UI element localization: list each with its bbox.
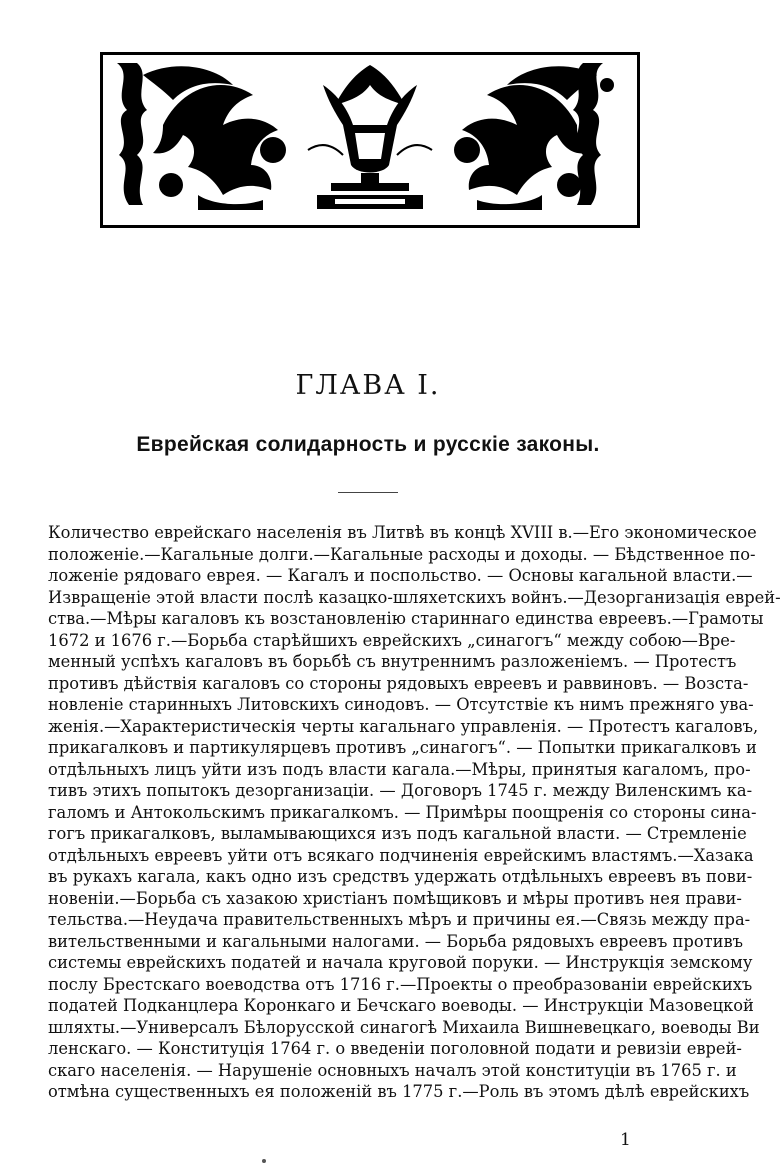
page-number: 1: [620, 1130, 631, 1150]
summary-line: тивъ этихъ попытокъ дезорганизаціи. — Договоръ 1745 г. между Виленскимъ ка-: [48, 781, 753, 800]
summary-line: Количество еврейскаго населенія въ Литвѣ въ концѣ XVIII в.—Его экономическое: [48, 523, 757, 542]
summary-line: отдѣльныхъ лицъ уйти изъ подъ власти кагала.—Мѣры, принятыя кагаломъ, про-: [48, 759, 751, 779]
chapter-title: ГЛАВА I.: [295, 370, 441, 401]
summary-line: 1672 и 1676 г.—Борьба старѣйшихъ еврейскихъ „синагогъ“ между собою—Вре-: [48, 630, 736, 650]
summary-line: Извращеніе этой власти послѣ казацко-шляхетскихъ войнъ.—Дезорганизація еврей-: [48, 587, 781, 607]
summary-line: галомъ и Антокольскимъ прикагалкомъ. — Примѣры поощренія со стороны сина-: [48, 802, 757, 822]
summary-line: положеніе.—Кагальные долги.—Кагальные расходы и доходы. — Бѣдственное по-: [48, 544, 756, 564]
summary-line: менный успѣхъ кагаловъ въ борьбѣ съ внутреннимъ разложеніемъ. — Протестъ: [48, 652, 737, 671]
chapter-summary: [48, 522, 781, 1103]
summary-line: ложеніе рядоваго еврея. — Кагалъ и поспольство. — Основы кагальной власти.—: [48, 566, 753, 585]
summary-line: новленіе старинныхъ Литовскихъ синодовъ. — Отсутствіе къ нимъ прежняго ува-: [48, 695, 754, 714]
summary-line: прикагалковъ и партикулярцевъ противъ „синагогъ“. — Попытки прикагалковъ и: [48, 738, 757, 757]
summary-line: противъ дѣйствія кагаловъ со стороны рядовыхъ евреевъ и раввиновъ. — Возста-: [48, 673, 749, 693]
title-divider: [338, 492, 398, 493]
summary-line: гогъ прикагалковъ, выламывающихся изъ подъ кагальной власти. — Стремленіе: [48, 824, 747, 843]
summary-line: вительственными и кагальными налогами. — Борьба рядовыхъ евреевъ противъ: [48, 931, 744, 951]
summary-line: въ рукахъ кагала, какъ одно изъ средствъ удержать отдѣльныхъ евреевъ въ пови-: [48, 867, 753, 886]
print-speck: [262, 1159, 266, 1163]
summary-line: женія.—Характеристическія черты кагальнаго управленія. — Протестъ кагаловъ,: [48, 716, 759, 736]
summary-line: системы еврейскихъ податей и начала круговой поруки. — Инструкція земскому: [48, 953, 753, 972]
summary-line: отмѣна существенныхъ ея положеній въ 1775 г.—Роль въ этомъ дѣлѣ еврейскихъ: [48, 1082, 750, 1101]
summary-line: тельства.—Неудача правительственныхъ мѣръ и причины ея.—Связь между пра-: [48, 910, 751, 929]
summary-line: новеніи.—Борьба съ хазакою христіанъ помѣщиковъ и мѣры противъ нея прави-: [48, 888, 742, 908]
summary-line: ства.—Мѣры кагаловъ къ возстановленію стариннаго единства евреевъ.—Грамоты: [48, 609, 764, 628]
summary-line: отдѣльныхъ евреевъ уйти отъ всякаго подчиненія еврейскимъ властямъ.—Хазака: [48, 845, 754, 865]
griffin-urn-ornament-icon: [103, 55, 637, 225]
summary-line: скаго населенія. — Нарушеніе основныхъ началъ этой конституціи въ 1765 г. и: [48, 1060, 737, 1080]
summary-line: податей Подканцлера Коронкаго и Бечскаго воеводы. — Инструкціи Мазовецкой: [48, 996, 754, 1015]
summary-line: шляхты.—Универсалъ Бѣлорусской синагогѣ Михаила Вишневецкаго, воеводы Ви: [48, 1017, 760, 1037]
summary-line: ленскаго. — Конституція 1764 г. о введеніи поголовной подати и ревизіи еврей-: [48, 1039, 742, 1058]
ornamental-headpiece: [100, 52, 640, 228]
summary-line: послу Брестскаго воеводства отъ 1716 г.—Проекты о преобразованіи еврейскихъ: [48, 974, 753, 994]
chapter-subtitle: Еврейская солидарность и русскіе законы.: [136, 433, 600, 456]
